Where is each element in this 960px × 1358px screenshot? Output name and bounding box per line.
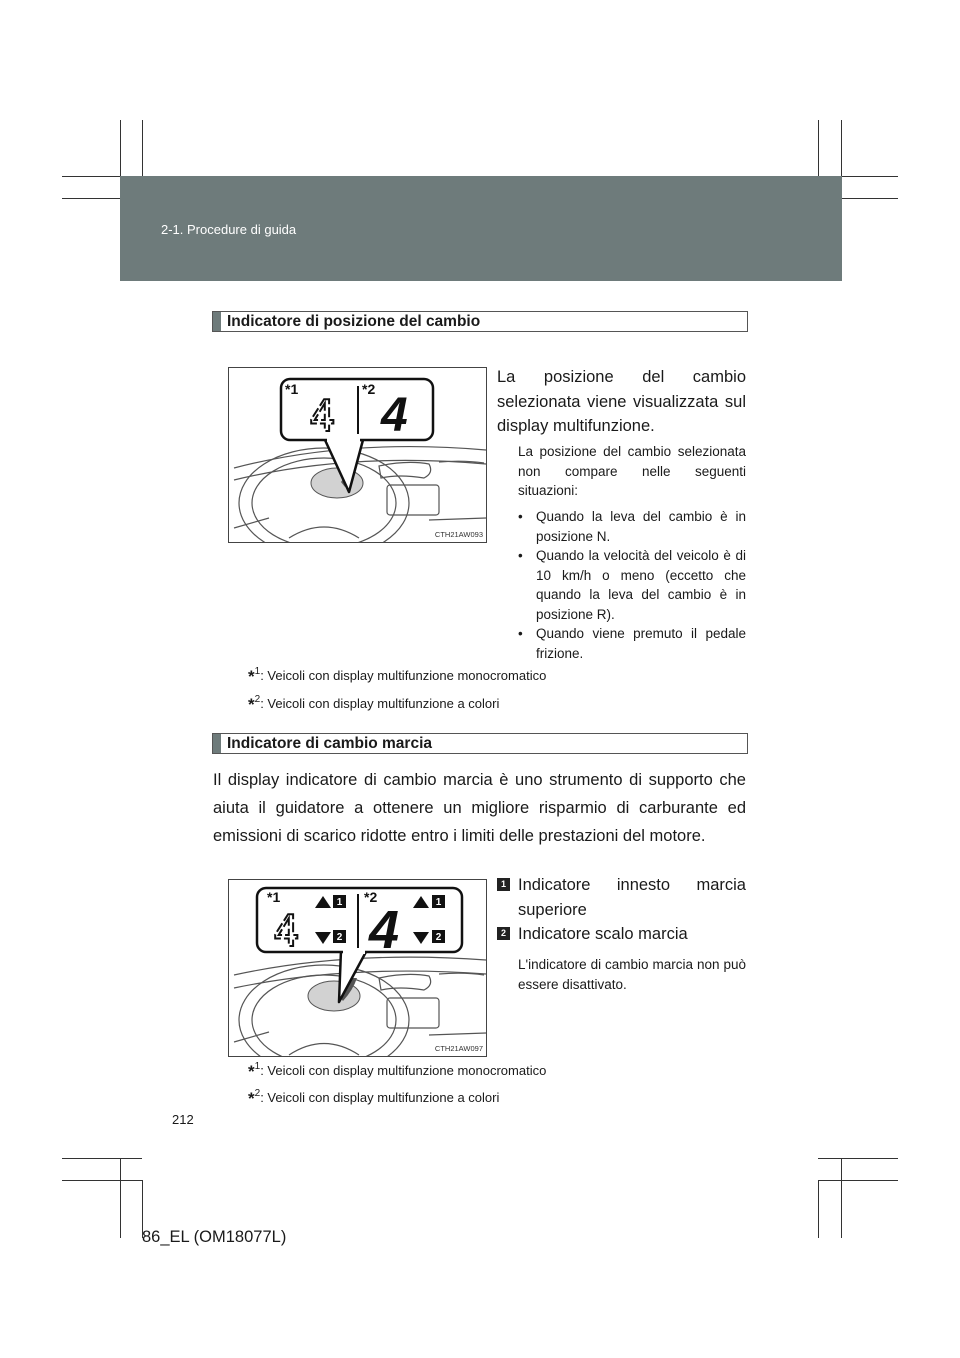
- figure-gear-position: [228, 367, 487, 543]
- footnote-mark: *: [248, 1062, 255, 1081]
- figure-code: CTH21AW097: [434, 1044, 483, 1053]
- figure-star2-mark: *2: [362, 381, 376, 397]
- badge-downshift: 2: [435, 932, 442, 943]
- crop-mark: [841, 1158, 842, 1238]
- document-code: 86_EL (OM18077L): [142, 1228, 287, 1246]
- section1-footnote-2: [248, 694, 499, 715]
- figure-shift-indicator: [228, 879, 487, 1057]
- dashboard-illustration: [229, 880, 486, 1056]
- page-number: 212: [172, 1112, 194, 1127]
- section1-note: La posizione del cambio selezionata non compare nelle seguenti situazioni:: [518, 444, 746, 498]
- gear-digit-mono: 4: [309, 391, 336, 442]
- badge-upshift: 1: [435, 897, 442, 908]
- footnote-number: 2: [254, 694, 261, 705]
- section1-heading-text: Indicatore di posizione del cambio: [227, 313, 481, 330]
- footnote-text: : Veicoli con display multifunzione monocromatico: [260, 1063, 547, 1078]
- indicator-number-badge: 1: [497, 878, 510, 891]
- heading-bar: [213, 312, 221, 331]
- list-item: • Quando viene premuto il pedale frizione.: [516, 624, 746, 663]
- figure-code: CTH21AW093: [434, 530, 483, 539]
- crop-mark: [62, 1158, 142, 1159]
- heading-bar: [213, 734, 221, 753]
- list-item: • Quando la velocità del veicolo è di 10 km/h o meno (eccetto che quando la leva del cambio è in posizione R).: [516, 546, 746, 624]
- footnote-number: 2: [254, 1088, 261, 1099]
- gear-digit-color: 4: [381, 389, 408, 442]
- footnote-text: : Veicoli con display multifunzione a colori: [260, 1090, 500, 1105]
- badge-upshift: 1: [336, 897, 343, 908]
- section2-footnote-1: [248, 1061, 546, 1082]
- crop-mark: [818, 1180, 898, 1181]
- section1-bullet-list: [516, 507, 746, 663]
- crop-mark: [62, 1180, 142, 1181]
- footnote-text: : Veicoli con display multifunzione monocromatico: [260, 668, 547, 683]
- crop-mark: [818, 1158, 898, 1159]
- header-section-title: 2-1. Procedure di guida: [161, 222, 297, 237]
- section2-paragraph: Il display indicatore di cambio marcia è uno strumento di supporto che aiuta il guidatore a ottenere un migliore risparmio di carburante ed emissioni di scarico ridotte entro i limiti delle prestazioni del motore.: [213, 771, 746, 845]
- indicator-label: Indicatore innesto marcia superiore: [518, 876, 746, 919]
- section1-paragraph: La posizione del cambio selezionata viene visualizzata sul display multifunzione.: [497, 368, 746, 435]
- footnote-text: : Veicoli con display multifunzione a colori: [260, 696, 500, 711]
- gear-digit-color: 4: [369, 900, 400, 960]
- footnote-number: 1: [254, 1061, 261, 1072]
- figure-star1-mark: *1: [267, 889, 281, 905]
- badge-downshift: 2: [336, 932, 343, 943]
- section1-heading: [212, 311, 748, 332]
- section2-note: L'indicatore di cambio marcia non può essere disattivato.: [518, 957, 746, 992]
- figure-star1-mark: *1: [285, 381, 299, 397]
- section1-footnote-1: [248, 666, 546, 687]
- crop-mark: [818, 1180, 819, 1238]
- dashboard-illustration: [229, 368, 486, 542]
- list-item: • Quando la leva del cambio è in posizione N.: [516, 507, 746, 546]
- section2-heading-text: Indicatore di cambio marcia: [227, 735, 433, 752]
- indicator-label: Indicatore scalo marcia: [518, 925, 688, 943]
- crop-mark: [120, 1158, 121, 1238]
- section2-footnote-2: [248, 1088, 499, 1109]
- section2-heading: [212, 733, 748, 754]
- indicator-number-badge: 2: [497, 927, 510, 940]
- gear-digit-mono: 4: [273, 906, 300, 957]
- footnote-mark: *: [248, 667, 255, 686]
- footnote-mark: *: [248, 695, 255, 714]
- footnote-mark: *: [248, 1089, 255, 1108]
- figure-star2-mark: *2: [364, 889, 378, 905]
- footnote-number: 1: [254, 666, 261, 677]
